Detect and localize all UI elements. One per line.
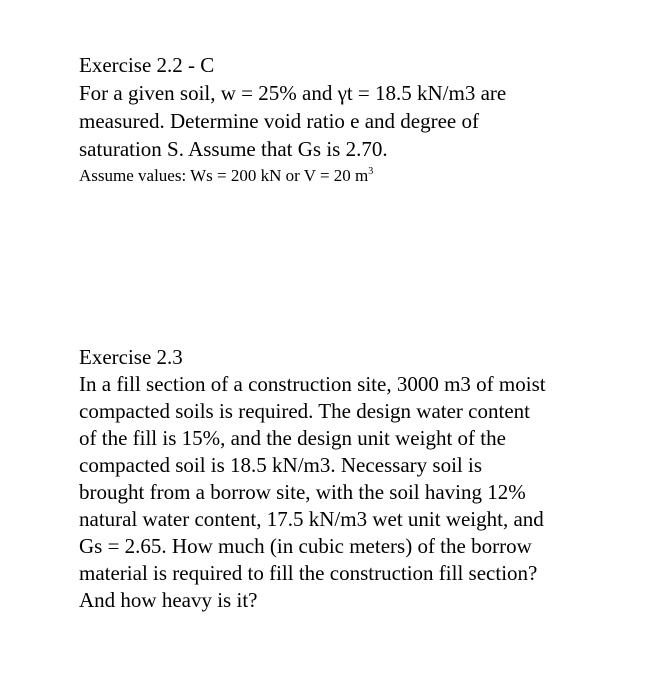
exercise-2-3-line-5: brought from a borrow site, with the soil having 12% xyxy=(79,480,526,504)
assumption-text: Assume values: Ws = 200 kN or V = 20 m xyxy=(79,166,369,185)
exercise-2-3-line-7: Gs = 2.65. How much (in cubic meters) of the borrow xyxy=(79,534,532,558)
exercise-2-2-c-line-2: measured. Determine void ratio e and degree of xyxy=(79,109,479,133)
exercise-2-2-c-line-1: For a given soil, w = 25% and γt = 18.5 kN/m3 are xyxy=(79,81,507,105)
exercise-2-2-c-title: Exercise 2.2 - C xyxy=(79,53,215,77)
exercise-2-3-line-9: And how heavy is it? xyxy=(79,588,258,612)
exercise-2-3-title: Exercise 2.3 xyxy=(79,345,183,369)
exercise-2-3-line-8: material is required to fill the construction fill section? xyxy=(79,561,538,585)
exercise-2-2-c-line-3: saturation S. Assume that Gs is 2.70. xyxy=(79,137,388,161)
exercise-2-3 xyxy=(79,344,639,614)
exercise-2-3-line-3: of the fill is 15%, and the design unit weight of the xyxy=(79,426,506,450)
exercise-2-2-c xyxy=(79,51,639,188)
exercise-2-3-line-2: compacted soils is required. The design water content xyxy=(79,399,530,423)
exercise-2-3-line-6: natural water content, 17.5 kN/m3 wet unit weight, and xyxy=(79,507,544,531)
exercise-2-3-line-1: In a fill section of a construction site, 3000 m3 of moist xyxy=(79,372,546,396)
exercise-2-3-line-4: compacted soil is 18.5 kN/m3. Necessary soil is xyxy=(79,453,483,477)
assumption-superscript: 3 xyxy=(368,166,374,177)
exercise-2-2-c-assumption xyxy=(79,164,639,188)
